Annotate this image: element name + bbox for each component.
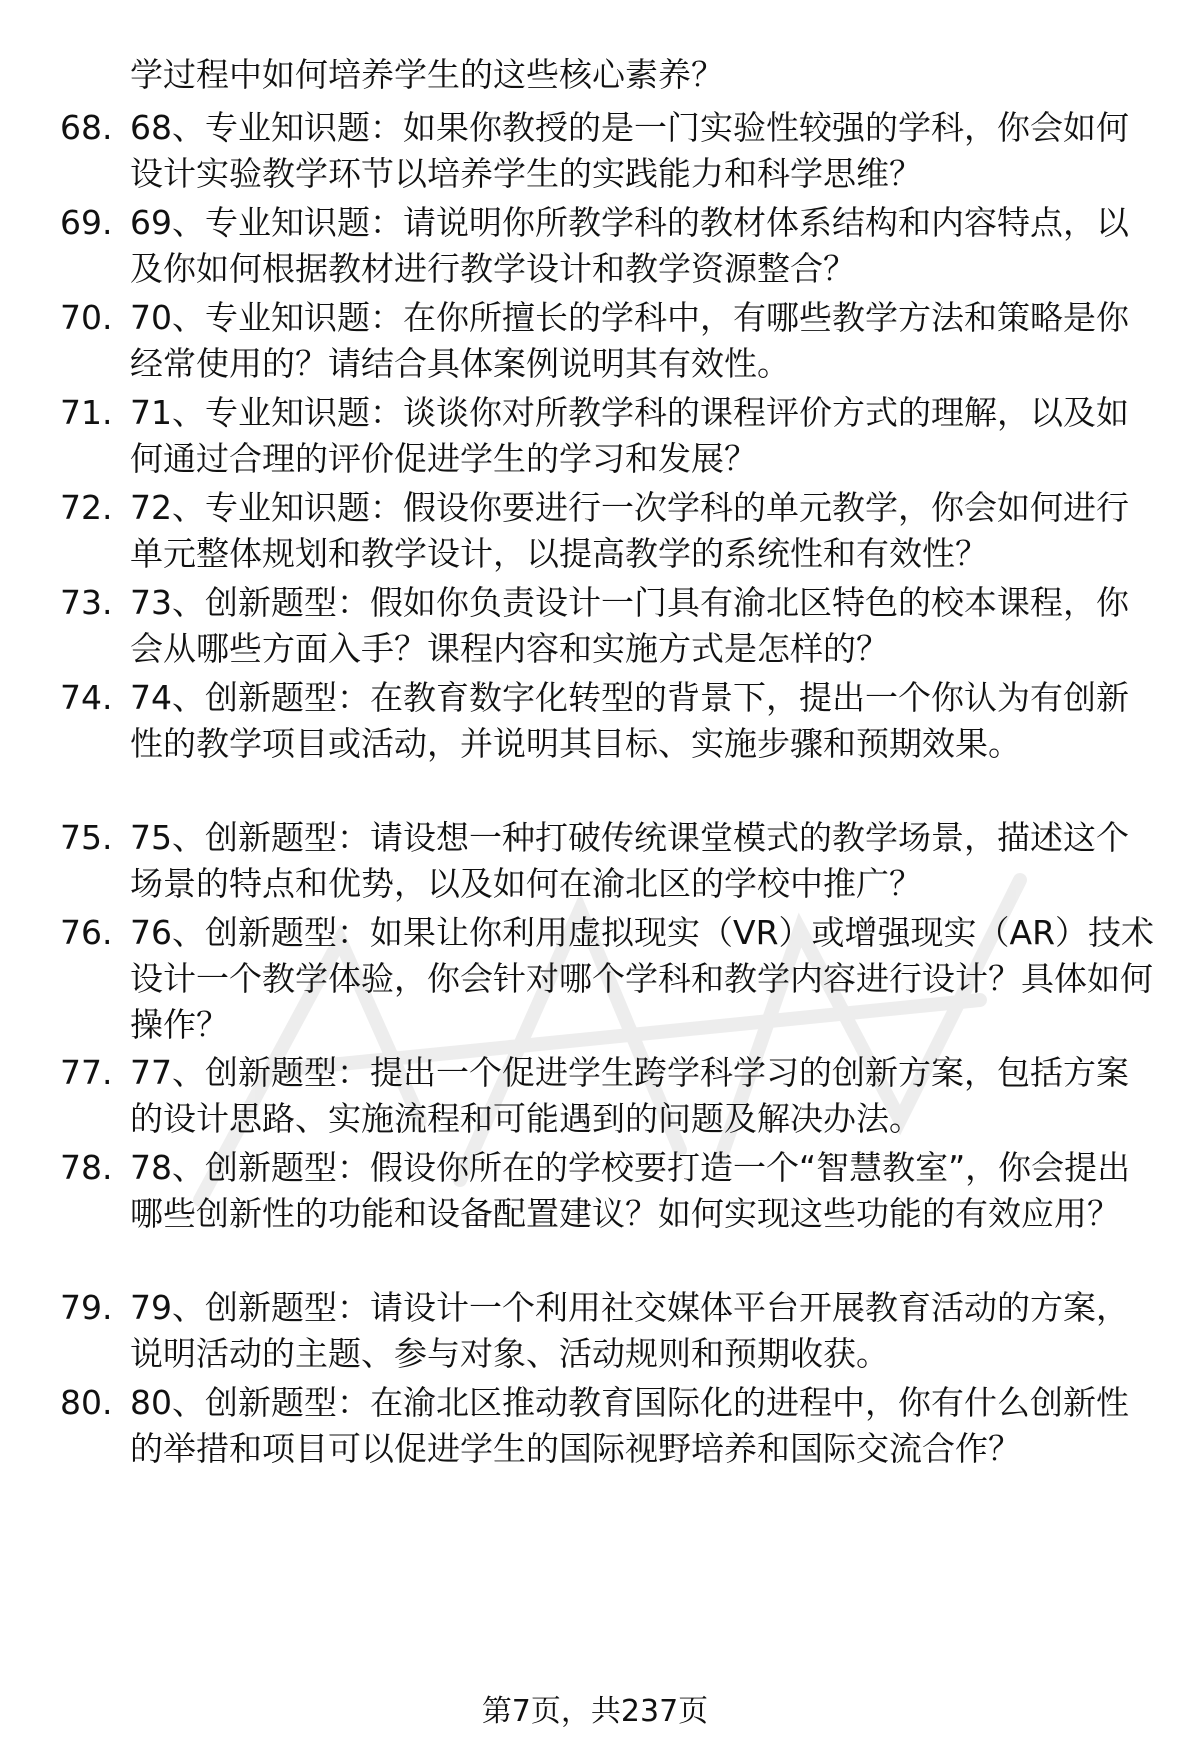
question-number: 75. (60, 818, 113, 857)
question-number: 70. (60, 298, 113, 337)
question-number: 79. (60, 1288, 113, 1327)
question-text: 74、创新题型：在教育数字化转型的背景下，提出一个你认为有创新性的教学项目或活动，并说明其目标、实施步骤和预期效果。 (130, 678, 1129, 763)
question-text: 72、专业知识题：假设你要进行一次学科的单元教学，你会如何进行单元整体规划和教学设计，以提高教学的系统性和有效性？ (130, 488, 1129, 573)
question-number: 69. (60, 203, 113, 242)
question-text: 78、创新题型：假设你所在的学校要打造一个“智慧教室”，你会提出哪些创新性的功能和设备配置建议？如何实现这些功能的有效应用？ (130, 1148, 1131, 1233)
question-text: 69、专业知识题：请说明你所教学科的教材体系结构和内容特点，以及你如何根据教材进行教学设计和教学资源整合？ (130, 203, 1129, 288)
continuation-text: 学过程中如何培养学生的这些核心素养？ (130, 55, 724, 94)
question-number: 80. (60, 1383, 113, 1422)
question-text: 75、创新题型：请设想一种打破传统课堂模式的教学场景，描述这个场景的特点和优势，以及如何在渝北区的学校中推广？ (130, 818, 1129, 903)
question-text: 73、创新题型：假如你负责设计一门具有渝北区特色的校本课程，你会从哪些方面入手？课程内容和实施方式是怎样的？ (130, 583, 1129, 668)
question-number: 71. (60, 393, 113, 432)
question-text: 80、创新题型：在渝北区推动教育国际化的进程中，你有什么创新性的举措和项目可以促进学生的国际视野培养和国际交流合作？ (130, 1383, 1129, 1468)
question-number: 72. (60, 488, 113, 527)
question-number: 73. (60, 583, 113, 622)
question-text: 68、专业知识题：如果你教授的是一门实验性较强的学科，你会如何设计实验教学环节以培养学生的实践能力和科学思维？ (130, 108, 1129, 193)
question-text: 71、专业知识题：谈谈你对所教学科的课程评价方式的理解，以及如何通过合理的评价促进学生的学习和发展？ (130, 393, 1129, 478)
question-number: 76. (60, 913, 113, 952)
question-number: 78. (60, 1148, 113, 1187)
page-footer: 第7页，共237页 (481, 1694, 709, 1729)
question-text: 77、创新题型：提出一个促进学生跨学科学习的创新方案，包括方案的设计思路、实施流程和可能遇到的问题及解决办法。 (130, 1053, 1129, 1138)
question-text: 76、创新题型：如果让你利用虚拟现实（VR）或增强现实（AR）技术设计一个教学体验，你会针对哪个学科和教学内容进行设计？具体如何操作？ (130, 913, 1154, 1044)
question-number: 68. (60, 108, 113, 147)
question-text: 70、专业知识题：在你所擅长的学科中，有哪些教学方法和策略是你经常使用的？请结合具体案例说明其有效性。 (130, 298, 1129, 383)
question-text: 79、创新题型：请设计一个利用社交媒体平台开展教育活动的方案，说明活动的主题、参与对象、活动规则和预期收获。 (130, 1288, 1129, 1373)
question-number: 77. (60, 1053, 113, 1092)
question-number: 74. (60, 678, 113, 717)
